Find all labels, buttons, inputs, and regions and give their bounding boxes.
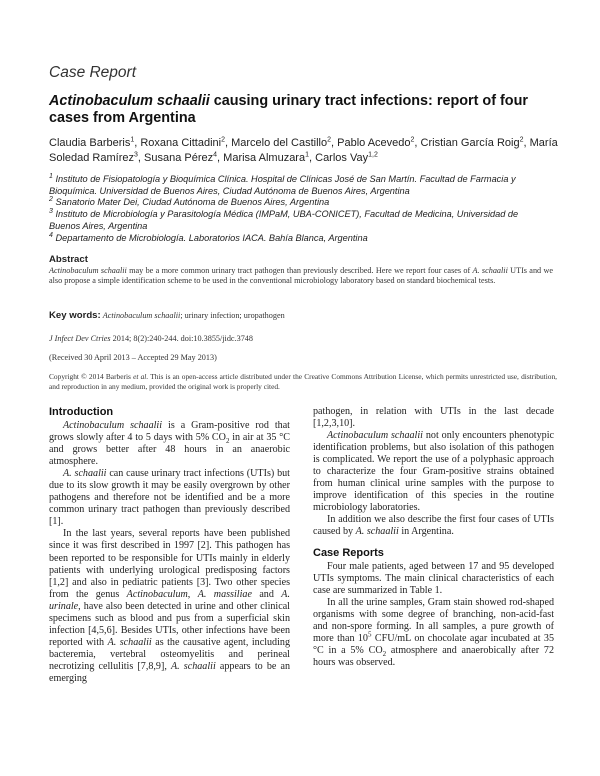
article-title: [49, 93, 559, 127]
right-p5-a: In all the urine samples, Gram stain showed rod-shaped organisms with some degree of branching, non-acid-fast and non-spore forming. In all samples, a pure growth of more than 10: [313, 596, 554, 644]
keywords: [49, 310, 285, 321]
author: [140, 137, 225, 149]
author-affiliation-mark: 4: [213, 151, 218, 159]
author: [421, 137, 524, 149]
author-name: Roxana Cittadini: [140, 137, 222, 149]
right-paragraph-2: [313, 430, 554, 514]
right-p5-c: atmosphere and anaerobically after 72 hours was observed.: [313, 644, 554, 668]
right-p2-species: Actinobaculum schaalii: [327, 430, 423, 442]
intro-p1-text-a: is a Gram-positive rod that grows slowly after 4 to 5 days with 5% CO: [49, 420, 290, 444]
affiliation-text: Bioquímica. Universidad de Buenos Aires, Ciudad Autónoma de Buenos Aires, Argentina: [49, 185, 410, 196]
author-affiliation-mark: 1: [130, 136, 135, 144]
right-p3-c: in Argentina.: [398, 526, 454, 538]
title-rest: causing urinary tract infections: report of four cases from Argentina: [49, 93, 528, 126]
keywords-rest: ; urinary infection; uropathogen: [180, 311, 285, 320]
affiliation-text: Sanatorio Mater Dei, Ciudad Autónoma de Buenos Aires, Argentina: [55, 197, 330, 208]
received-dates: (Received 30 April 2013 – Accepted 29 May 2013): [49, 353, 217, 362]
intro-paragraph-2: [49, 468, 290, 528]
affiliation-number: 2: [49, 196, 53, 204]
affiliation-line: [49, 186, 559, 198]
right-paragraph-4: Four male patients, aged between 17 and 95 developed UTIs symptoms. The main clinical characteristics of each case are summarized in Table 1.: [313, 560, 554, 596]
abstract-text: [49, 266, 553, 286]
author-name: María Soledad Ramírez: [49, 137, 558, 164]
title-species: Actinobaculum schaalii: [49, 93, 210, 109]
affiliation-list: [49, 174, 559, 244]
author-list: Claudia Barberis$^1$, Roxana Cittadini$^2$, Marcelo del Castillo$^2$, Pablo Acevedo$^2$, Cristian García Roig$^2$, María Soledad Ramírez$^3$, Susana Pérez$^4$, Marisa Almuzara$^1$, Carlos Vay$^{1,2}$: [49, 136, 558, 164]
author: [49, 137, 134, 149]
affiliation-line: [49, 233, 559, 245]
author: [144, 152, 217, 164]
abstract-seg1: Actinobaculum schaalii: [49, 266, 127, 275]
author-name: Susana Pérez: [144, 152, 214, 164]
abstract-heading: Abstract: [49, 254, 88, 265]
right-paragraph-1: pathogen, in relation with UTIs in the last decade [1,2,3,10].: [313, 406, 554, 430]
intro-p3-h: A. schaalii: [107, 636, 152, 648]
affiliation-line: [49, 174, 559, 186]
affiliation-text: Buenos Aires, Argentina: [49, 220, 148, 231]
author-name: Marisa Almuzara: [223, 152, 306, 164]
intro-paragraph-3: [49, 528, 290, 685]
intro-p3-k: appears to be an emerging: [49, 660, 290, 684]
author: [223, 152, 309, 164]
copyright-post: This is an open-access article distributed under the Creative Commons Attribution License, which permits unrestricted use, distribution, and reproduction in any medium, provided the original work is properly cited.: [49, 372, 557, 391]
intro-p1-sub: 2: [225, 437, 230, 446]
right-p5-sub: 2: [382, 649, 387, 658]
intro-p3-f: A. urinale: [49, 588, 290, 612]
intro-p3-g: , have also been detected in urine and other clinical specimens such as blood and pus from a superficial skin infection [4,5,6]. Besides UTIs, other infections have been reported with: [49, 600, 290, 648]
section-gap: [313, 539, 554, 547]
author-affiliation-mark: 2: [410, 136, 415, 144]
affiliation-number: 1: [49, 172, 53, 180]
author-name: Pablo Acevedo: [337, 137, 411, 149]
abstract-seg4: UTIs and we also propose a simple identification scheme to be used in the conventional microbiology laboratory based on standard biochemical tests.: [49, 266, 553, 286]
journal-name: J Infect Dev Ctries: [49, 334, 111, 343]
author-affiliation-mark: 2: [519, 136, 524, 144]
intro-p2-species: A. schaalii: [63, 468, 107, 480]
author: [231, 137, 331, 149]
citation-details: 2014; 8(2):240-244. doi:10.3855/jidc.3748: [110, 334, 253, 343]
author-affiliation-mark: 2: [221, 136, 225, 144]
right-paragraph-5: [313, 597, 554, 669]
affiliation-number: 3: [49, 208, 53, 216]
intro-p3-b: Actinobaculum: [126, 588, 188, 600]
right-p2-text: not only encounters phenotypic identification problems, but also isolation of this pathogen is complicated. We report the use of a polyphasic approach to characterize the four Gram-positive strains obtained from human clinical urine samples with the purpose to improve identification of this species in the routine microbiology laboratories.: [313, 430, 554, 514]
author-name: Claudia Barberis: [49, 137, 131, 149]
copyright-etal: et al.: [133, 372, 149, 381]
affiliation-text: Instituto de Fisiopatología y Bioquímica Clínica. Hospital de Clínicas José de San Martín. Facultad de Farmacia y: [55, 174, 516, 184]
copyright-notice: [49, 372, 557, 391]
author: [337, 137, 414, 149]
abstract-seg2: may be a more common urinary tract pathogen than previously described. Here we report four cases of: [126, 266, 473, 275]
intro-p2-text: can cause urinary tract infections (UTIs) but due to its slow growth it may be easily overgrown by other pathogens and therefore not be identified and be a more common urinary tract pathogen than previously described [1].: [49, 468, 290, 528]
right-p5-b: CFU/mL on chocolate agar incubated at 35 °C in a 5% CO: [313, 632, 554, 656]
copyright-pre: Copyright © 2014 Barberis: [49, 372, 134, 381]
case-reports-heading: Case Reports: [313, 546, 384, 559]
affiliation-text: Departamento de Microbiología. Laboratorios IACA. Bahía Blanca, Argentina: [55, 232, 368, 243]
introduction-heading: Introduction: [49, 406, 114, 418]
intro-p3-c: ,: [187, 588, 198, 600]
right-p3-a: In addition we also describe the first four cases of UTIs caused by: [313, 514, 554, 538]
intro-p3-j: A. schaalii: [170, 660, 216, 672]
intro-p3-i: as the causative agent, including bacteremia, vertebral osteomyelitis and perineal necrotizing cellulitis [7,8,9],: [49, 636, 290, 672]
keywords-label: Key words:: [49, 310, 101, 321]
author-name: Marcelo del Castillo: [231, 137, 328, 149]
affiliation-line: [49, 209, 559, 221]
affiliation-text: Instituto de Microbiología y Parasitología Médica (IMPaM, UBA-CONICET), Facultad de Medicina, Universidad de: [55, 209, 519, 220]
intro-p3-d: A. massiliae: [197, 588, 252, 600]
author-affiliation-mark: 1,2: [368, 151, 378, 159]
affiliation-line: [49, 197, 559, 209]
left-column: [49, 406, 290, 685]
affiliation-number: 4: [49, 231, 53, 239]
right-paragraph-3: [313, 514, 554, 538]
intro-p3-e: and: [251, 588, 282, 600]
author: [315, 152, 378, 164]
intro-p1-species: Actinobaculum schaalii: [63, 420, 163, 431]
journal-citation: [49, 334, 253, 343]
author-name: Cristian García Roig: [420, 137, 520, 149]
intro-p3-a: In the last years, several reports have been published since it was first described in 1997 [2]. This pathogen has been reported to be responsible for UTIs mainly in elderly patients with underlying urological predisposing factors [1,2] and also in pediatric patients [3]. Two other species from the genus: [49, 528, 290, 600]
keywords-italic: Actinobaculum schaalii: [102, 311, 181, 320]
author-affiliation-mark: 2: [327, 136, 331, 144]
author-name: Carlos Vay: [315, 152, 369, 164]
intro-p1-text-b: in air at 35 °C and grows better after 48 hours in an anaerobic atmosphere.: [49, 432, 290, 468]
right-column: [313, 406, 554, 669]
right-p5-sup: 5: [367, 630, 372, 639]
author-affiliation-mark: 3: [134, 151, 138, 159]
right-p3-b: A. schaalii: [355, 526, 399, 538]
affiliation-line: [49, 221, 559, 233]
section-label: Case Report: [49, 64, 137, 81]
abstract-seg3: A. schaalii: [472, 266, 508, 275]
author-affiliation-mark: 1: [305, 151, 309, 159]
intro-paragraph-1: [49, 420, 290, 468]
